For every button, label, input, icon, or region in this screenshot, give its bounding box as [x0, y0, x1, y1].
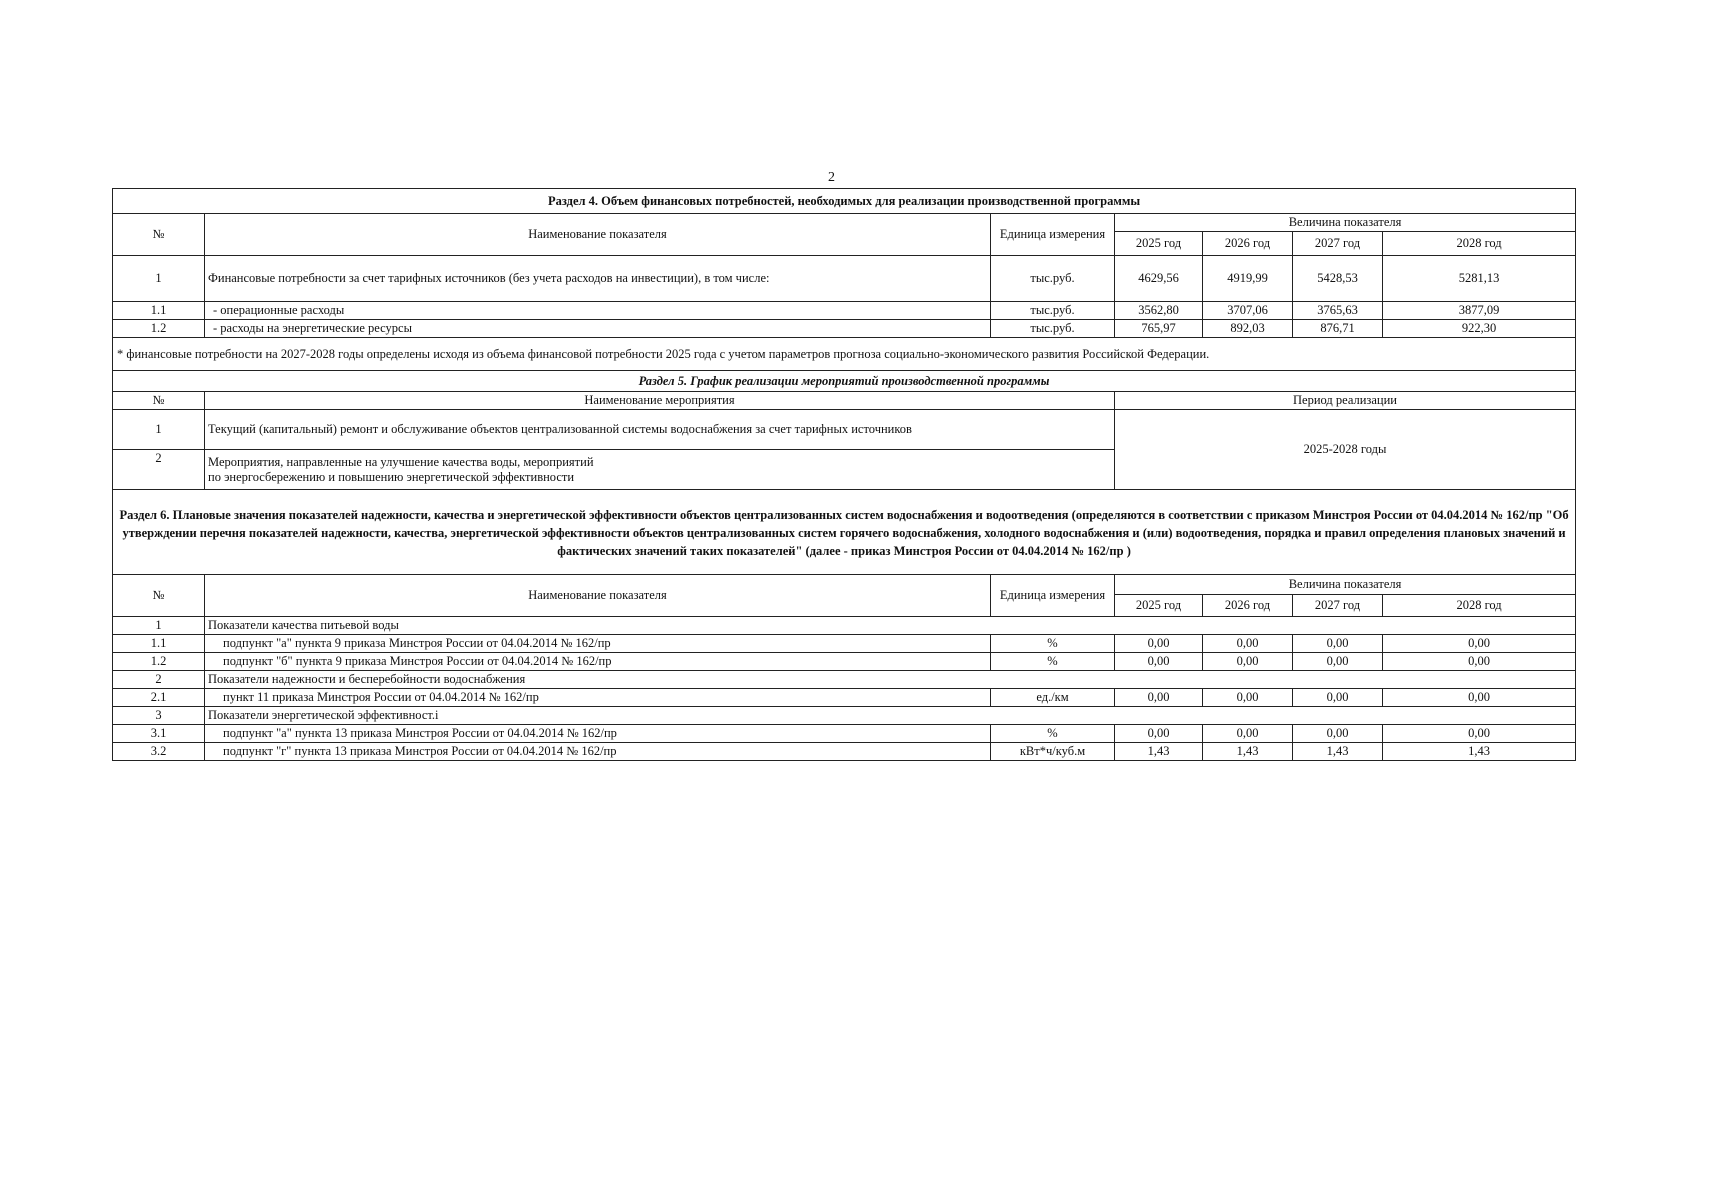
row-num: 2: [113, 450, 205, 490]
row-name: подпункт "г" пункта 13 приказа Минстроя России от 04.04.2014 № 162/пр: [205, 743, 991, 761]
row-value: 0,00: [1383, 635, 1576, 653]
row-value: 3877,09: [1383, 302, 1576, 320]
row-value: 3562,80: [1115, 302, 1203, 320]
row-name: пункт 11 приказа Минстроя России от 04.04.2014 № 162/пр: [205, 689, 991, 707]
section5-title: Раздел 5. График реализации мероприятий производственной программы: [113, 371, 1576, 392]
row-value: 765,97: [1115, 320, 1203, 338]
table-row: [113, 689, 1576, 707]
header-value: Величина показателя: [1115, 575, 1576, 595]
row-num: 1.2: [113, 320, 205, 338]
row-value: 1,43: [1115, 743, 1203, 761]
group-num: 2: [113, 671, 205, 689]
row-value: 4919,99: [1203, 256, 1293, 302]
group-name: Показатели надежности и бесперебойности водоснабжения: [205, 671, 1576, 689]
row-value: 0,00: [1383, 653, 1576, 671]
group-row: [113, 707, 1576, 725]
group-row: [113, 617, 1576, 635]
row-value: 1,43: [1203, 743, 1293, 761]
page-number: 2: [828, 170, 835, 185]
row-unit: тыс.руб.: [991, 256, 1115, 302]
header-name: Наименование показателя: [205, 214, 991, 256]
row-unit: ед./км: [991, 689, 1115, 707]
header-num: №: [113, 575, 205, 617]
group-name: Показатели качества питьевой воды: [205, 617, 1576, 635]
header-name: Наименование мероприятия: [205, 392, 1115, 410]
row-value: 0,00: [1115, 689, 1203, 707]
table-row: [113, 635, 1576, 653]
section4-title: Раздел 4. Объем финансовых потребностей, необходимых для реализации производственной программы: [113, 189, 1576, 214]
table-row: [113, 320, 1576, 338]
row-value: 0,00: [1115, 653, 1203, 671]
header-year: 2027 год: [1293, 232, 1383, 256]
row-name-line: по энергосбережению и повышению энергетической эффективности: [208, 469, 575, 484]
row-value: 0,00: [1115, 635, 1203, 653]
section6-title: Раздел 6. Плановые значения показателей надежности, качества и энергетической эффективности объектов централизованных систем водоснабжения и водоотведения (определяются в соответствии с приказом Минстроя России от 04.04.2014 № 162/пр "Об утверждении перечня показателей надежности, качества, энергетической эффективности объектов централизованных систем горячего водоснабжения, холодного водоснабжения и (или) водоотведения, порядка и правил определения плановых значений и фактических значений таких показателей" (далее - приказ Минстроя России от 04.04.2014 № 162/пр ): [113, 490, 1576, 575]
row-value: 0,00: [1203, 725, 1293, 743]
header-year: 2027 год: [1293, 595, 1383, 617]
row-name: Финансовые потребности за счет тарифных источников (без учета расходов на инвестиции), в том числе:: [205, 256, 991, 302]
section4-table: [112, 188, 1576, 371]
row-name: подпункт "б" пункта 9 приказа Минстроя России от 04.04.2014 № 162/пр: [205, 653, 991, 671]
period-value: 2025-2028 годы: [1115, 410, 1576, 490]
row-value: 1,43: [1293, 743, 1383, 761]
row-value: 0,00: [1115, 725, 1203, 743]
row-value: 3707,06: [1203, 302, 1293, 320]
group-num: 1: [113, 617, 205, 635]
row-unit: тыс.руб.: [991, 320, 1115, 338]
header-year: 2026 год: [1203, 595, 1293, 617]
row-value: 922,30: [1383, 320, 1576, 338]
row-unit: %: [991, 725, 1115, 743]
row-value: 0,00: [1203, 653, 1293, 671]
row-num: 1.2: [113, 653, 205, 671]
header-year: 2028 год: [1383, 595, 1576, 617]
section5-table: [112, 370, 1576, 490]
group-num: 3: [113, 707, 205, 725]
row-value: 0,00: [1383, 725, 1576, 743]
row-num: 2.1: [113, 689, 205, 707]
table-row: [113, 725, 1576, 743]
row-value: 0,00: [1293, 653, 1383, 671]
row-unit: %: [991, 635, 1115, 653]
row-unit: %: [991, 653, 1115, 671]
row-value: 876,71: [1293, 320, 1383, 338]
row-value: 5281,13: [1383, 256, 1576, 302]
header-num: №: [113, 392, 205, 410]
row-value: 4629,56: [1115, 256, 1203, 302]
group-name: Показатели энергетической эффективност.і: [205, 707, 1576, 725]
row-value: 892,03: [1203, 320, 1293, 338]
row-value: 5428,53: [1293, 256, 1383, 302]
row-name: - расходы на энергетические ресурсы: [205, 320, 991, 338]
header-year: 2028 год: [1383, 232, 1576, 256]
row-num: 1.1: [113, 635, 205, 653]
header-year: 2025 год: [1115, 232, 1203, 256]
header-unit: Единица измерения: [991, 214, 1115, 256]
row-value: 0,00: [1203, 689, 1293, 707]
row-num: 1: [113, 410, 205, 450]
document-sheet: [112, 188, 1575, 761]
row-name-line: Мероприятия, направленные на улучшение качества воды, мероприятий: [208, 454, 594, 469]
section4-note: * финансовые потребности на 2027-2028 годы определены исходя из объема финансовой потребности 2025 года с учетом параметров прогноза социально-экономического развития Российской Федерации.: [113, 338, 1576, 371]
table-row: [113, 302, 1576, 320]
table-row: [113, 256, 1576, 302]
row-unit: тыс.руб.: [991, 302, 1115, 320]
group-row: [113, 671, 1576, 689]
row-value: 0,00: [1293, 635, 1383, 653]
section6-table: [112, 489, 1576, 761]
header-value: Величина показателя: [1115, 214, 1576, 232]
row-value: 0,00: [1383, 689, 1576, 707]
row-name: Текущий (капитальный) ремонт и обслуживание объектов централизованной системы водоснабжения за счет тарифных источников: [205, 410, 1115, 450]
row-num: 1: [113, 256, 205, 302]
header-period: Период реализации: [1115, 392, 1576, 410]
header-year: 2026 год: [1203, 232, 1293, 256]
table-row: [113, 410, 1576, 450]
row-value: 0,00: [1293, 689, 1383, 707]
row-unit: кВт*ч/куб.м: [991, 743, 1115, 761]
row-name: [205, 450, 1115, 490]
header-year: 2025 год: [1115, 595, 1203, 617]
header-name: Наименование показателя: [205, 575, 991, 617]
row-value: 0,00: [1293, 725, 1383, 743]
row-name: подпункт "а" пункта 13 приказа Минстроя России от 04.04.2014 № 162/пр: [205, 725, 991, 743]
header-unit: Единица измерения: [991, 575, 1115, 617]
table-row: [113, 653, 1576, 671]
row-value: 3765,63: [1293, 302, 1383, 320]
row-num: 1.1: [113, 302, 205, 320]
row-num: 3.1: [113, 725, 205, 743]
row-name: - операционные расходы: [205, 302, 991, 320]
table-row: [113, 743, 1576, 761]
row-num: 3.2: [113, 743, 205, 761]
row-value: 0,00: [1203, 635, 1293, 653]
header-num: №: [113, 214, 205, 256]
row-value: 1,43: [1383, 743, 1576, 761]
row-name: подпункт "а" пункта 9 приказа Минстроя России от 04.04.2014 № 162/пр: [205, 635, 991, 653]
